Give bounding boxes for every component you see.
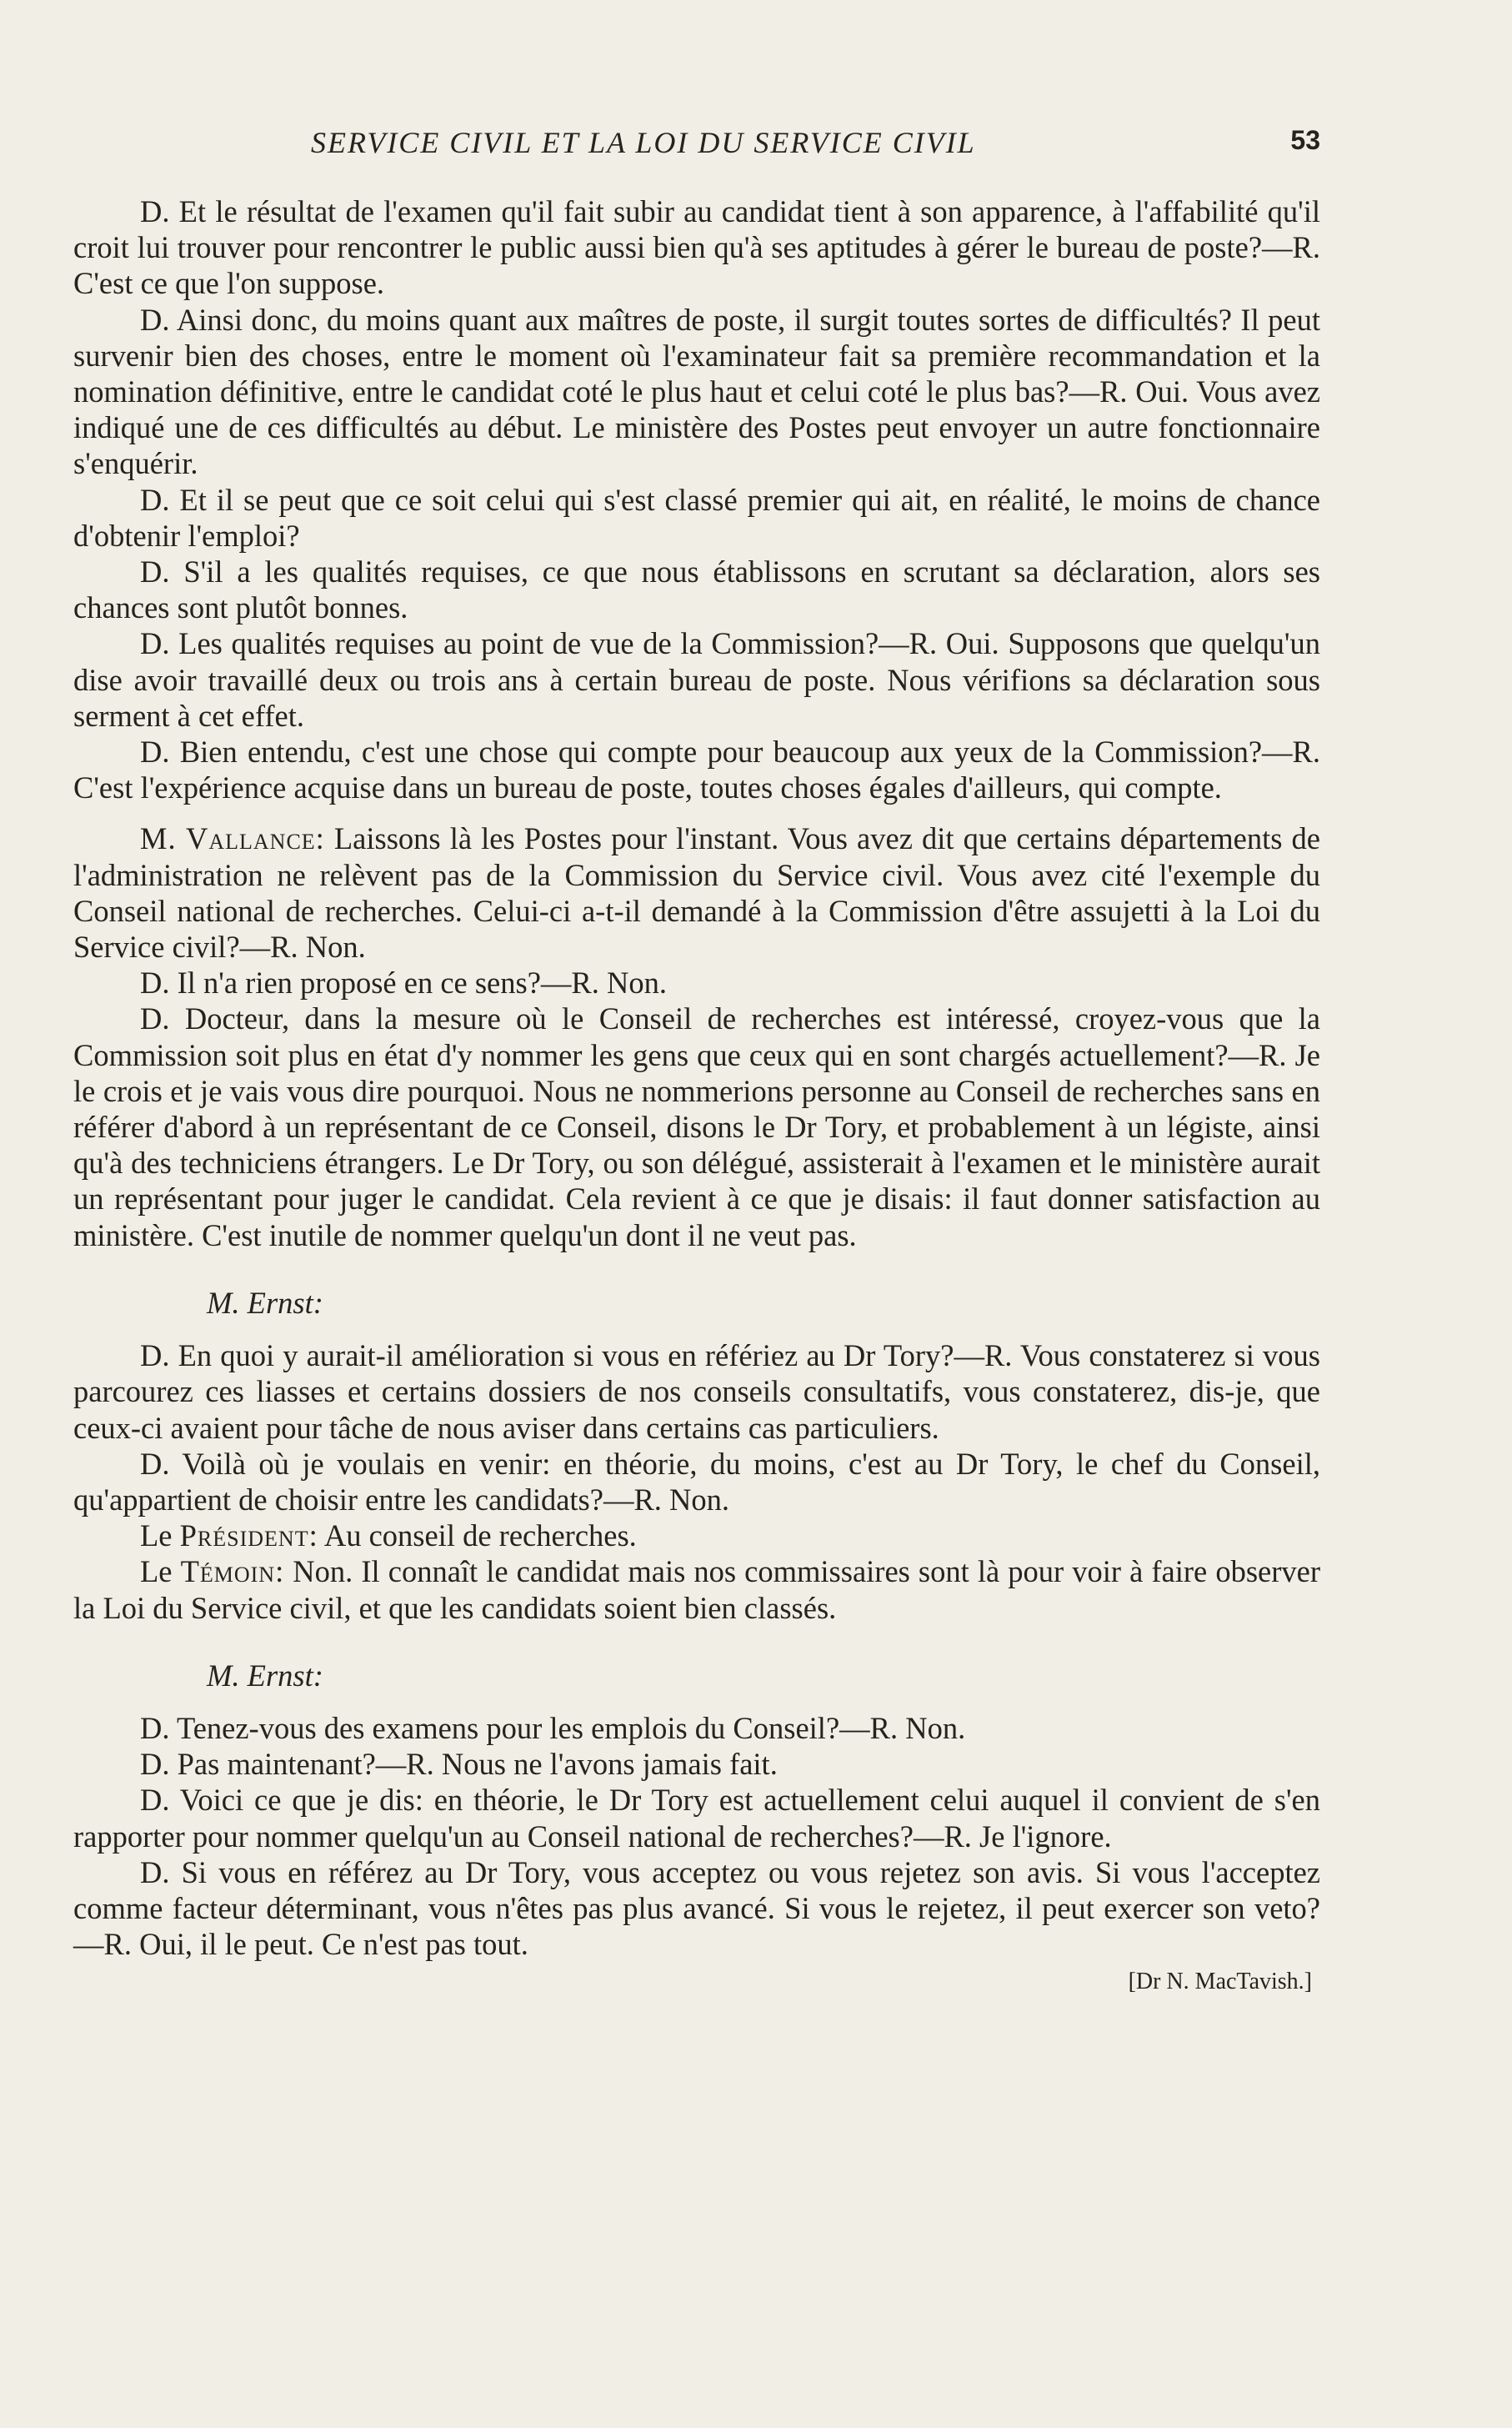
paragraph-president — [73, 1518, 1320, 1553]
paragraph: D. S'il a les qualités requises, ce que nous établissons en scrutant sa déclaration, alors ses chances sont plutôt bonnes. — [73, 554, 1320, 625]
speaker-name: M. Vallance: — [140, 821, 325, 856]
paragraph: D. Voici ce que je dis: en théorie, le Dr Tory est actuellement celui auquel il convient de s'en rapporter pour nommer quelqu'un au Conseil national de recherches?—R. Je l'ignore. — [73, 1783, 1320, 1854]
paragraph: D. Et le résultat de l'examen qu'il fait subir au candidat tient à son apparence, à l'affabilité qu'il croit lui trouver pour rencontrer le public aussi bien qu'à ses aptitudes à gérer le bureau de poste?—R. C'est ce que l'on suppose. — [73, 194, 1320, 301]
paragraph: D. Voilà où je voulais en venir: en théorie, du moins, c'est au Dr Tory, le chef du Conseil, qu'appartient de choisir entre les candidats?—R. Non. — [73, 1446, 1320, 1517]
paragraph: D. Les qualités requises au point de vue de la Commission?—R. Oui. Supposons que quelqu'un dise avoir travaillé deux ou trois ans à certain bureau de poste. Nous vérifions sa déclaration sous serment à cet effet. — [73, 626, 1320, 733]
paragraph: D. Bien entendu, c'est une chose qui compte pour beaucoup aux yeux de la Commission?—R. C'est l'expérience acquise dans un bureau de poste, toutes choses égales d'ailleurs, qui compte. — [73, 735, 1320, 805]
paragraph: D. Pas maintenant?—R. Nous ne l'avons jamais fait. — [140, 1747, 778, 1782]
paragraph: D. Ainsi donc, du moins quant aux maîtres de poste, il surgit toutes sortes de difficultés? Il peut survenir bien des choses, entre le moment où l'examinateur fait sa première recommandation et la nomination définitive, entre le candidat coté le plus haut et celui coté le plus bas?—R. Oui. Vous avez indiqué une de ces difficultés au début. Le ministère des Postes peut envoyer un autre fonctionnaire s'enquérir. — [73, 302, 1320, 481]
page-number: 53 — [1290, 125, 1320, 155]
paragraph: D. En quoi y aurait-il amélioration si vous en référiez au Dr Tory?—R. Vous constaterez si vous parcourez ces liasses et certains dossiers de nos conseils consultatifs, vous constaterez, dis-je, que ceux-ci avaient pour tâche de nous aviser dans certains cas particuliers. — [73, 1338, 1320, 1445]
running-header — [73, 125, 1320, 168]
paragraph-vallance — [73, 820, 1320, 965]
running-title: SERVICE CIVIL ET LA LOI DU SERVICE CIVIL — [311, 126, 976, 159]
speech-text: Au conseil de recherches. — [318, 1518, 637, 1553]
speaker-name: Témoin: — [180, 1554, 285, 1589]
speech-text: Non. Il connaît le candidat mais nos commissaires sont là pour voir à faire observer la Loi du Service civil, et que les candidats soient bien classés. — [73, 1554, 1320, 1625]
speaker-prefix: Le — [140, 1554, 181, 1589]
speaker-name: Président: — [179, 1518, 318, 1553]
section-heading: M. Ernst: — [207, 1285, 323, 1320]
speaker-prefix: Le — [140, 1518, 180, 1553]
paragraph: D. Et il se peut que ce soit celui qui s'est classé premier qui ait, en réalité, le moins de chance d'obtenir l'emploi? — [73, 482, 1320, 553]
section-heading: M. Ernst: — [207, 1658, 323, 1693]
speaker-credit: [Dr N. MacTavish.] — [1128, 1969, 1312, 1995]
paragraph: D. Si vous en référez au Dr Tory, vous acceptez ou vous rejetez son avis. Si vous l'acceptez comme facteur déterminant, vous n'êtes pas plus avancé. Si vous le rejetez, il peut exercer son veto?—R. Oui, il le peut. Ce n'est pas tout. — [73, 1854, 1320, 1962]
paragraph: D. Docteur, dans la mesure où le Conseil de recherches est intéressé, croyez-vous que la Commission soit plus en état d'y nommer les gens que ceux qui en sont chargés actuellement?—R. Je le crois et je vais vous dire pourquoi. Nous ne nommerions personne au Conseil de recherches sans en référer d'abord à un représentant de ce Conseil, disons le Dr Tory, et probablement à un légiste, ainsi qu'à des techniciens étrangers. Le Dr Tory, ou son délégué, assisterait à l'examen et le ministère aurait un représentant pour juger le candidat. Cela revient à ce que je disais: il faut donner satisfaction au ministère. C'est inutile de nommer quelqu'un dont il ne veut pas. — [73, 1001, 1320, 1252]
paragraph: D. Il n'a rien proposé en ce sens?—R. Non. — [140, 966, 667, 1001]
paragraph: D. Tenez-vous des examens pour les emplois du Conseil?—R. Non. — [140, 1710, 966, 1745]
body-text — [73, 193, 1320, 1997]
speech-text: Laissons là les Postes pour l'instant. Vous avez dit que certains départements de l'administration ne relèvent pas de la Commission du Service civil. Vous avez cité l'exemple du Conseil national de recherches. Celui-ci a-t-il demandé à la Commission d'être assujetti à la Loi du Service civil?—R. Non. — [73, 821, 1320, 965]
paragraph-temoin — [73, 1553, 1320, 1625]
